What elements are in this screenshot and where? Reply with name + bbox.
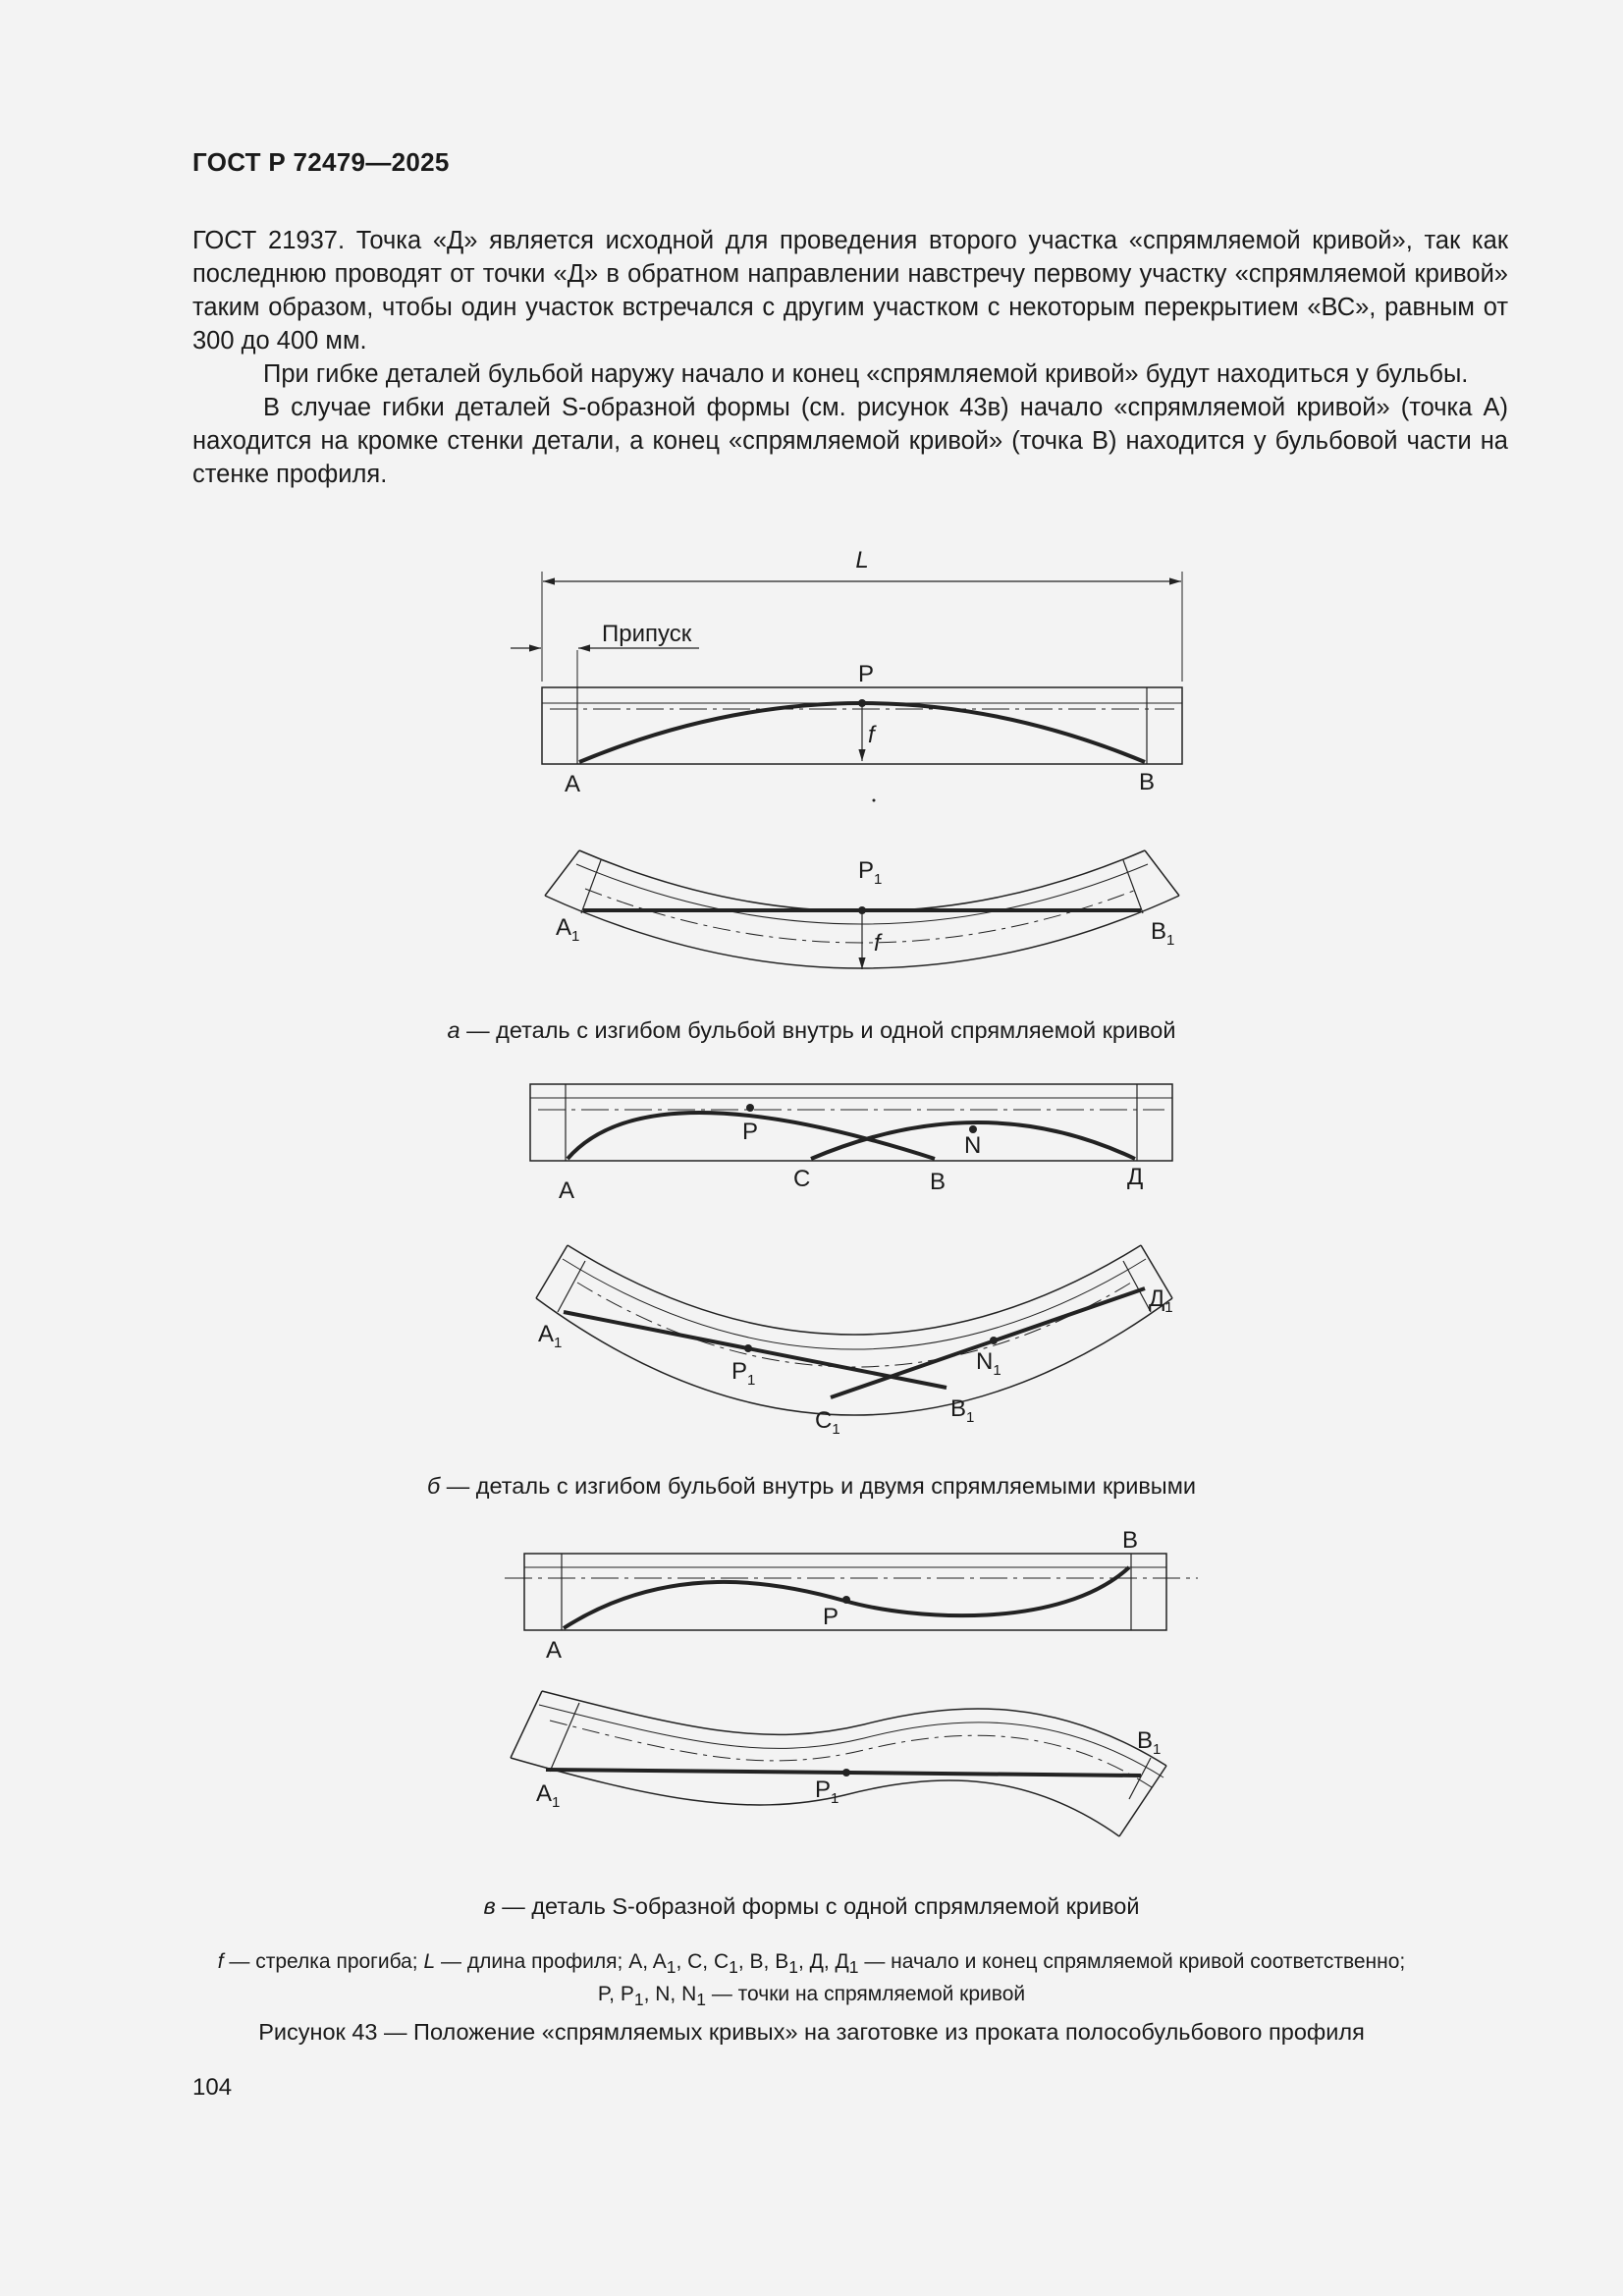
figure-c-labels: [536, 1527, 1161, 1811]
caption-c: в — деталь S-образной формы с одной спрямляемой кривой: [483, 1893, 1140, 1919]
document-header: ГОСТ Р 72479—2025: [192, 147, 450, 177]
caption-b: б — деталь с изгибом бульбой внутрь и двумя спрямляемыми кривыми: [427, 1473, 1196, 1499]
caption-a: а — деталь с изгибом бульбой внутрь и одной спрямляемой кривой: [447, 1017, 1176, 1043]
point-C-label: C: [793, 1166, 811, 1192]
figure-b: [530, 1084, 1172, 1415]
legend-line-1: f — стрелка прогиба; L — длина профиля; A, $A_1$, C, $C_1$, B, $B_1$, Д, $Д_1$ — начало и конец спрямляемой кривой соответственно;: [217, 1950, 1406, 1978]
figure-a-labels: [556, 547, 1174, 957]
point-A-label: A: [546, 1637, 563, 1664]
point-D-label: Д: [1127, 1164, 1144, 1190]
legend-line-2: P, $P_1$, N, $N_1$ — точки на спрямляемой кривой: [597, 1983, 1026, 2010]
deflection-f-label-2: f: [874, 930, 881, 957]
point-D1-label: $Д_1$: [1149, 1285, 1173, 1316]
point-B1-label: $B_1$: [1137, 1727, 1162, 1758]
allowance-label: Припуск: [602, 621, 692, 647]
point-B1-label: $B_1$: [950, 1395, 975, 1426]
point-B-label: B: [930, 1169, 947, 1195]
point-C1-label: $C_1$: [815, 1407, 840, 1438]
figure-title: Рисунок 43 — Положение «спрямляемых кривых» на заготовке из проката полособульбового профиля: [258, 2019, 1365, 2045]
point-P1-label: $P_1$: [731, 1358, 756, 1389]
point-A-label: A: [559, 1177, 575, 1204]
paragraph-3: В случае гибки деталей S-образной формы (см. рисунок 43в) начало «спрямляемой кривой» (точка А) находится на кромке стенки детали, а конец «спрямляемой кривой» (точка В) находится у бульбовой части на стенке профиля.: [192, 394, 1508, 488]
deflection-f-label: f: [868, 722, 875, 748]
point-P-label: P: [858, 661, 875, 687]
figure-c: [505, 1554, 1198, 1836]
point-A1-label: $A_1$: [536, 1780, 561, 1811]
point-P1-label: $P_1$: [815, 1777, 839, 1807]
point-A1-label: $A_1$: [556, 914, 580, 945]
point-P1-label: $P_1$: [858, 857, 883, 888]
dimension-L-label: L: [855, 547, 869, 574]
point-A-label: A: [565, 771, 581, 797]
paragraph-1: ГОСТ 21937. Точка «Д» является исходной для проведения второго участка «спрямляемой кривой», так как последнюю проводят от точки «Д» в обратном направлении навстречу первому участку «спрямляемой кривой» таким образом, чтобы один участок встречался с другим участком с некоторым перекрытием «ВС», равным от 300 до 400 мм.: [192, 227, 1508, 355]
paragraph-2: При гибке деталей бульбой наружу начало и конец «спрямляемой кривой» будут находиться у бульбы.: [263, 360, 1469, 388]
point-B-label: B: [1122, 1527, 1139, 1554]
point-P-label: P: [742, 1119, 759, 1145]
point-N-label: N: [964, 1132, 982, 1159]
point-B-label: B: [1139, 769, 1156, 795]
point-P-label: P: [823, 1604, 839, 1630]
point-B1-label: $B_1$: [1151, 918, 1175, 949]
page-number: 104: [192, 2074, 233, 2101]
point-A1-label: $A_1$: [538, 1321, 563, 1351]
figure-legend: [0, 1948, 1623, 2013]
point-N1-label: $N_1$: [976, 1348, 1001, 1379]
